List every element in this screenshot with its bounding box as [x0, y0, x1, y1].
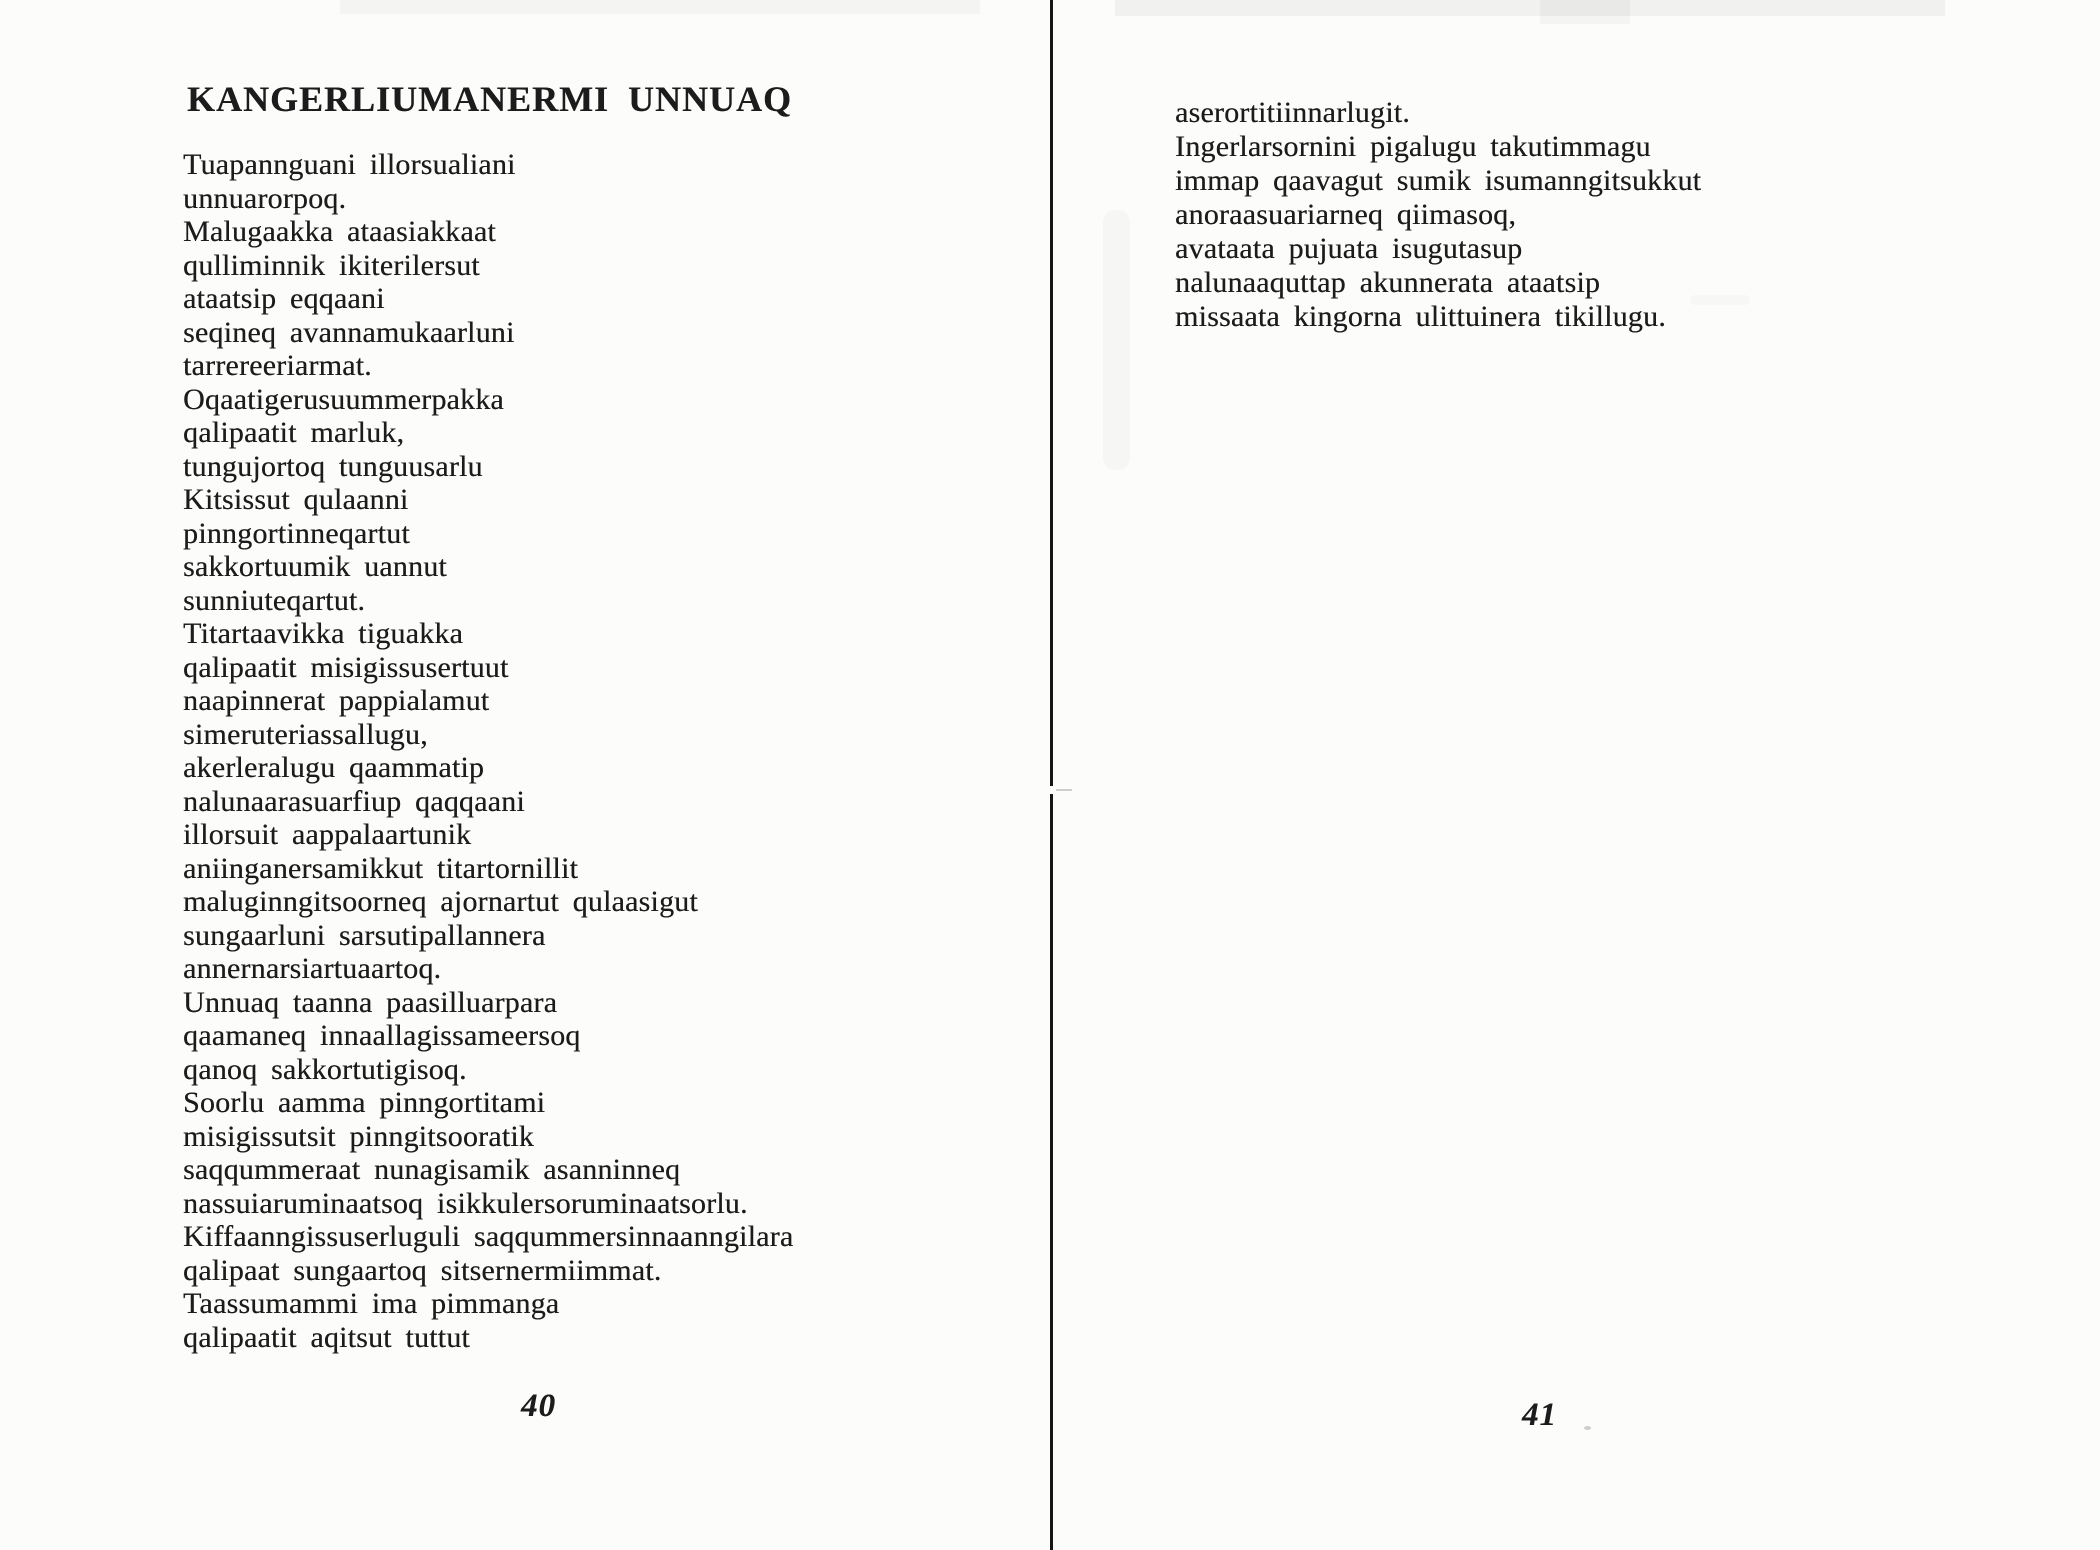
poem-line: ataatsip eqqaani — [183, 282, 385, 315]
poem-line: misigissutsit pinngitsooratik — [183, 1119, 534, 1153]
poem-line: sunniuteqartut. — [183, 583, 366, 617]
poem-line: Kiffaanngissuserluguli saqqummersinnaanngilara — [183, 1220, 794, 1253]
poem-body-left — [183, 148, 793, 1354]
scan-streak-artifact — [1115, 0, 1945, 16]
poem-line: saqqummeraat nunagisamik asanninneq — [183, 1153, 681, 1186]
poem-line: qulliminnik ikiterilersut — [183, 248, 480, 282]
poem-line: Soorlu aamma pinngortitami — [183, 1086, 546, 1119]
poem-line: nalunaaquttap akunnerata ataatsip — [1175, 266, 1601, 299]
poem-line: immap qaavagut sumik isumanngitsukkut — [1175, 164, 1702, 197]
poem-line: annernarsiartuaartoq. — [183, 952, 442, 985]
poem-line: missaata kingorna ulittuinera tikillugu. — [1175, 300, 1666, 333]
scan-smudge-artifact — [1103, 210, 1130, 470]
poem-line: akerleralugu qaammatip — [183, 751, 485, 784]
poem-line: qanoq sakkortutigisoq. — [183, 1052, 467, 1086]
poem-line: maluginngitsoorneq ajornartut qulaasigut — [183, 885, 698, 918]
page-number-left: 40 — [521, 1388, 556, 1424]
poem-line: Tuapannguani illorsualiani — [183, 148, 516, 181]
poem-line: qalipaat sungaartoq sitsernermiimmat. — [183, 1253, 662, 1287]
scan-streak-artifact — [1540, 0, 1630, 24]
poem-line: Ingerlarsornini pigalugu takutimmagu — [1175, 130, 1651, 163]
poem-line: avataata pujuata isugutasup — [1175, 232, 1523, 265]
poem-title: KANGERLIUMANERMI UNNUAQ — [187, 79, 792, 119]
poem-line: naapinnerat pappialamut — [183, 684, 490, 717]
scan-speck-artifact — [1584, 1426, 1591, 1430]
poem-line: aniinganersamikkut titartornillit — [183, 851, 579, 885]
poem-line: Kitsissut qulaanni — [183, 483, 409, 516]
poem-line: unnuarorpoq. — [183, 181, 347, 215]
poem-line: qaamaneq innaallagissameersoq — [183, 1019, 581, 1052]
poem-line: simeruteriassallugu, — [183, 717, 428, 751]
poem-line: Taassumammi ima pimmanga — [183, 1287, 560, 1320]
poem-line: tungujortoq tunguusarlu — [183, 449, 483, 483]
poem-line: nalunaarasuarfiup qaqqaani — [183, 784, 525, 818]
poem-line: illorsuit aappalaartunik — [183, 818, 472, 851]
poem-line: seqineq avannamukaarluni — [183, 315, 515, 349]
poem-line: sakkortuumik uannut — [183, 550, 447, 583]
poem-line: pinngortinneqartut — [183, 516, 410, 550]
page-gutter-divider — [1050, 0, 1053, 1550]
page-number-right: 41 — [1522, 1397, 1557, 1433]
poem-line: Unnuaq taanna paasilluarpara — [183, 985, 558, 1019]
poem-line: aserortitiinnarlugit. — [1175, 96, 1410, 129]
poem-line: anoraasuariarneq qiimasoq, — [1175, 198, 1517, 231]
poem-line: nassuiaruminaatsoq isikkulersoruminaatsorlu. — [183, 1186, 748, 1220]
poem-line: qalipaatit misigissusertuut — [183, 650, 509, 684]
poem-line: Malugaakka ataasiakkaat — [183, 215, 496, 248]
poem-line: sungaarluni sarsutipallannera — [183, 918, 546, 952]
poem-line: tarrereeriarmat. — [183, 349, 372, 382]
gutter-gap-dash-artifact — [1056, 789, 1072, 791]
poem-line: qalipaatit aqitsut tuttut — [183, 1320, 470, 1354]
poem-line: Oqaatigerusuummerpakka — [183, 382, 504, 416]
poem-line: qalipaatit marluk, — [183, 416, 405, 449]
poem-body-right — [1175, 96, 1701, 334]
poem-line: Titartaavikka tiguakka — [183, 617, 464, 650]
scan-streak-artifact — [340, 0, 980, 14]
